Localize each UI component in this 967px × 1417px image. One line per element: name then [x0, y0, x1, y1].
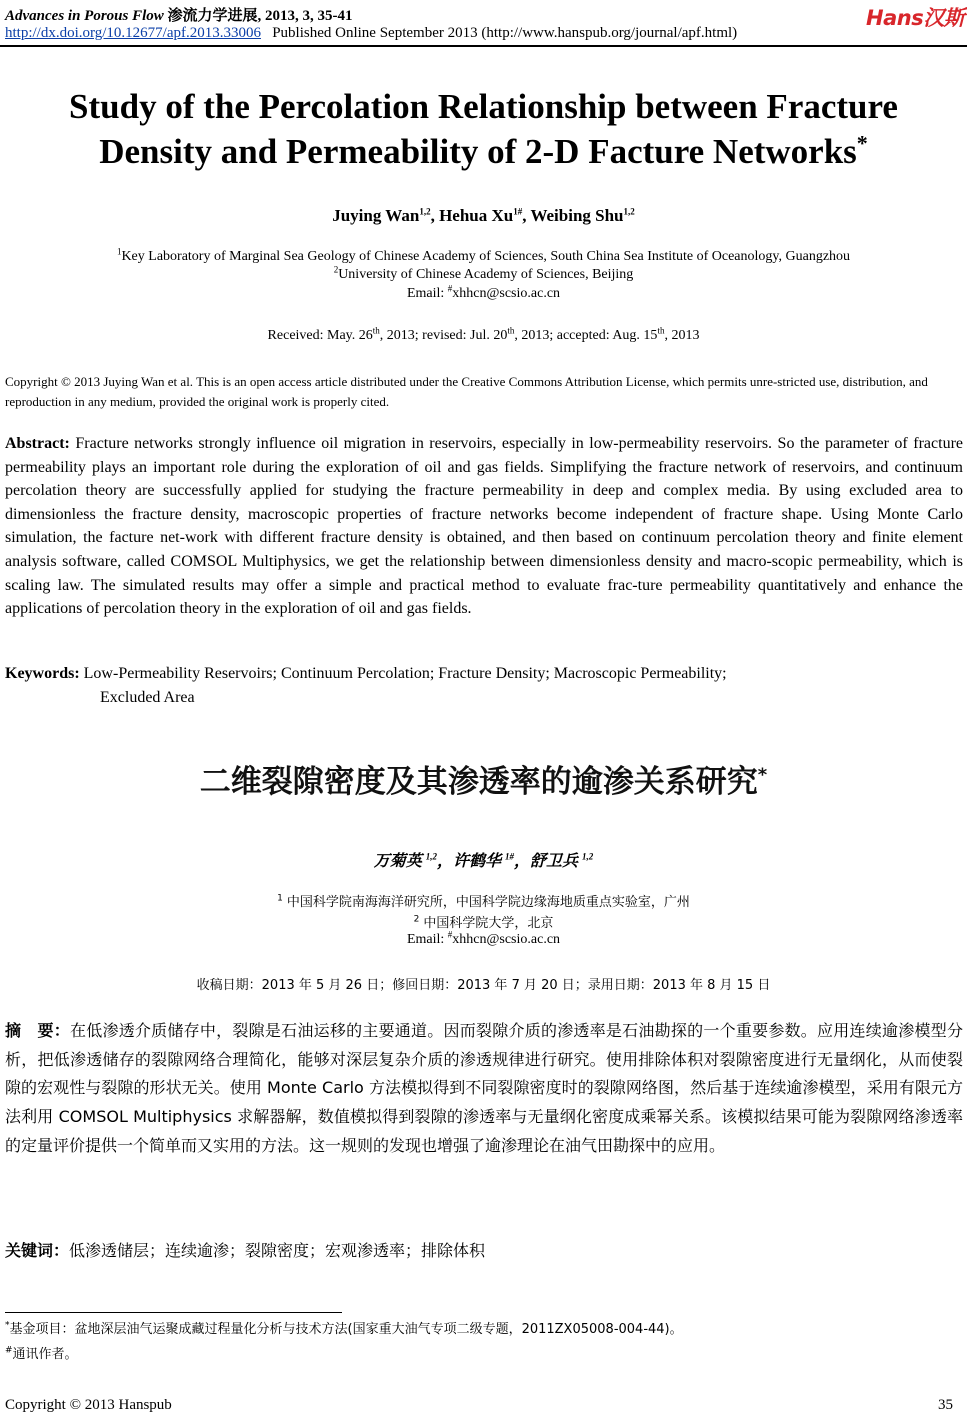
- author-cn-name: 许鹤华: [452, 853, 505, 870]
- author-cn-name: 舒卫兵: [530, 853, 583, 870]
- author-en-name: Juying Wan: [332, 206, 420, 225]
- affiliation-en-2: $^2$University of Chinese Academy of Sciences, Beijing: [333, 264, 634, 282]
- abstract-cn: [5, 1017, 963, 1161]
- journal-header: [5, 4, 353, 25]
- page-number: 35: [938, 1397, 953, 1413]
- keywords-en-label: Keywords:: [5, 665, 80, 682]
- title-en-line1: Study of the Percolation Relationship between Fracture: [69, 87, 898, 126]
- authors-cn: 万菊英 $^{1,2}$，许鹤华 $^{1\#}$，舒卫兵 $^{1,2}$: [373, 851, 594, 870]
- affiliation-cn-1: $^1$ 中国科学院南海海洋研究所，中国科学院边缘海地质重点实验室，广州: [277, 893, 690, 910]
- received-dates-cn: 收稿日期：2013 年 5 月 26 日；修回日期：2013 年 7 月 20 日；录用日期：2013 年 8 月 15 日: [196, 978, 771, 993]
- title-footnote-marker: *: [856, 130, 868, 156]
- keywords-cn: 关键词：低渗透储层；连续逾渗；裂隙密度；宏观渗透率；排除体积: [5, 1241, 486, 1260]
- paper-title-en: [20, 84, 947, 174]
- received-dates-en: Received: May. 26th, 2013; revised: Jul. 20th, 2013; accepted: Aug. 15th, 2013: [267, 325, 700, 343]
- footnote-corresponding: #通讯作者。: [5, 1345, 78, 1362]
- email-en: Email: #xhhcn@scsio.ac.cn: [406, 283, 561, 301]
- keywords-en: Keywords: Low-Permeability Reservoirs; Continuum Percolation; Fracture Density; Macroscopic Permeability; Excluded Area: [5, 665, 727, 706]
- published-info: Published Online September 2013 (http://www.hanspub.org/journal/apf.html): [272, 25, 738, 41]
- author-en-name: Hehua Xu: [439, 206, 514, 225]
- title-en-line2: Density and Permeability of 2-D Facture Networks*: [99, 130, 868, 171]
- copyright-notice-en: Copyright © 2013 Juying Wan et al. This is an open access article distributed under the Creative Commons Attribution License, which permits unre-stricted use, distribution, and reproduction in any medium, provided the original work is properly cited.: [5, 374, 928, 409]
- paper-title-cn: 二维裂隙密度及其渗透率的逾渗关系研究*: [199, 764, 768, 800]
- header-divider: [0, 45, 967, 47]
- abstract-en: [5, 432, 963, 621]
- abstract-cn-label: 摘 要：: [5, 1021, 70, 1040]
- footer-copyright: Copyright © 2013 Hanspub: [5, 1397, 172, 1413]
- hanspub-logo: Hans汉斯: [866, 6, 965, 30]
- abstract-cn-text: 在低渗透介质储存中，裂隙是石油运移的主要通道。因而裂隙介质的渗透率是石油勘探的一个重要参数。应用连续逾渗模型分析，把低渗透储存的裂隙网络合理简化，能够对深层复杂介质的渗透规律进行研究。使用排除体积对裂隙密度进行无量纲化，从而使裂隙的宏观性与裂隙的形状无关。使用 Monte Carlo 方法模拟得到不同裂隙密度时的裂隙网络图，然后基于连续逾渗模型，采用有限元方法利用 COMSOL Multiphysics 求解器解，数值模拟得到裂隙的渗透率与无量纲化密度成乘幂关系。该模拟结果可能为裂隙网络渗透率的定量评价提供一个简单而又实用的方法。这一规则的发现也增强了逾渗理论在油气田勘探中的应用。: [5, 1021, 963, 1155]
- journal-name-cn: 渗流力学进展, 2013, 3, 35-41: [167, 8, 353, 24]
- footnote-divider: [5, 1312, 342, 1313]
- email-cn: Email: #xhhcn@scsio.ac.cn: [406, 929, 561, 947]
- journal-name-en: Advances in Porous Flow: [5, 8, 164, 24]
- author-cn-name: 万菊英: [373, 853, 426, 870]
- authors-en: Juying Wan$^{1,2}$, Hehua $Xu^{1\#}$, Weibing Shu$^{1,2}$: [332, 206, 635, 225]
- footnote-funding: *基金项目：盆地深层油气运聚成藏过程量化分析与技术方法(国家重大油气专项二级专题，2011ZX05008-004-44)。: [5, 1320, 683, 1337]
- abstract-en-text: Fracture networks strongly influence oil migration in reservoirs, especially in low-permeability reservoirs. So the parameter of fracture permeability plays an important role during the exploration of oil and gas fields. Simplifying the fracture network of reservoirs, and continuum percolation theory are successfully applied for studying the fracture permeability in deep and complex media. By using excluded area to dimensionless the fracture density, macroscopic properties of fracture networks become independent of fracture shape. Using Monte Carlo simulation, the facture net-work with different fracture density is obtained, and then based on continuum percolation theory and finite element analysis software, called COMSOL Multiphysics, we get the relationship between dimensionless density and macro-scopic permeability, which is scaling law. The simulated results may offer a simple and practical method to evaluate frac-ture permeability quantitatively and enhance the applications of percolation theory in the exploration of oil and gas fields.: [5, 435, 963, 618]
- doi-line: [5, 25, 737, 42]
- affiliation-en-1: $^1$Key Laboratory of Marginal Sea Geology of Chinese Academy of Sciences, South China Sea Institute of Oceanology, Guangzhou: [116, 246, 851, 264]
- abstract-en-label: Abstract:: [5, 435, 70, 452]
- affiliation-cn-2: $^2$ 中国科学院大学，北京: [413, 914, 554, 931]
- doi-link[interactable]: http://dx.doi.org/10.12677/apf.2013.33006: [5, 25, 261, 41]
- author-en-name: Weibing Shu: [530, 206, 624, 225]
